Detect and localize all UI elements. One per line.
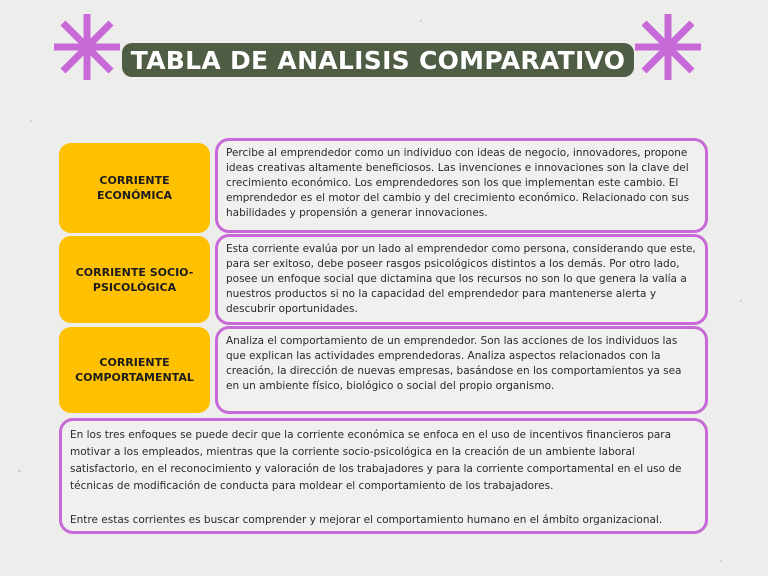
row-description-socio-psicologica xyxy=(215,234,708,325)
paper-speck xyxy=(18,470,21,472)
asterisk-star-icon xyxy=(633,12,703,82)
paper-speck xyxy=(30,120,32,122)
row-description-comportamental xyxy=(215,326,708,414)
paper-speck xyxy=(740,300,742,302)
row-label-text: CORRIENTE ECONÓMICA xyxy=(96,174,173,202)
row-description-text: Percibe al emprendedor como un individuo con ideas de negocio, innovadores, propone ideas creativas altamente beneficiosos. Las invenciones e innovaciones son la clave del crecimiento económico. Los emprendedores son los que implementan este cambio. El emprendedor es el motor del cambio y del crecimiento económico. Relacionado con sus habilidades y propensión a generar innovaciones. xyxy=(226,147,690,219)
asterisk-star-icon xyxy=(52,12,122,82)
paper-speck xyxy=(420,20,422,22)
summary-paragraph: Entre estas corrientes es buscar comprender y mejorar el comportamiento humano en el ámbito organizacional. xyxy=(70,514,663,526)
row-description-economica xyxy=(215,138,708,233)
row-description-text: Esta corriente evalúa por un lado al emprendedor como persona, considerando que este, para ser exitoso, debe poseer rasgos psicológicos distintos a los demás. Por otro lado, posee un enfoque social que dictamina que los recursos no son lo que genera la valía a nuestros productos si no la capacidad del emprendedor para mantenerse alerta y descubrir oportunidades. xyxy=(226,243,696,315)
row-label-socio-psicologica xyxy=(59,236,210,323)
summary-paragraph: En los tres enfoques se puede decir que la corriente económica se enfoca en el uso de incentivos financieros para motivar a los empleados, mientras que la corriente socio-psicológica en la creación de un ambiente laboral satisfactorio, en el reconocimiento y valoración de los trabajadores y para la corriente comportamental en el uso de técnicas de modificación de conducta para moldear el comportamiento de los trabajadores. xyxy=(70,429,682,492)
row-label-text: CORRIENTE COMPORTAMENTAL xyxy=(75,356,194,384)
row-label-economica xyxy=(59,143,210,233)
summary-box xyxy=(59,418,708,534)
row-label-comportamental xyxy=(59,327,210,413)
page-title xyxy=(122,43,634,77)
row-description-text: Analiza el comportamiento de un emprendedor. Son las acciones de los individuos las que explican las actividades emprendedoras. Analiza aspectos relacionados con la creación, la dirección de nuevas empresas, basándose en los comportamientos ya sea en un ambiente físico, biológico o social del propio organismo. xyxy=(226,335,682,392)
page-title-text: TABLA DE ANALISIS COMPARATIVO xyxy=(130,45,626,75)
paper-speck xyxy=(720,560,722,562)
row-label-text: CORRIENTE SOCIO-PSICOLÓGICA xyxy=(75,265,194,294)
